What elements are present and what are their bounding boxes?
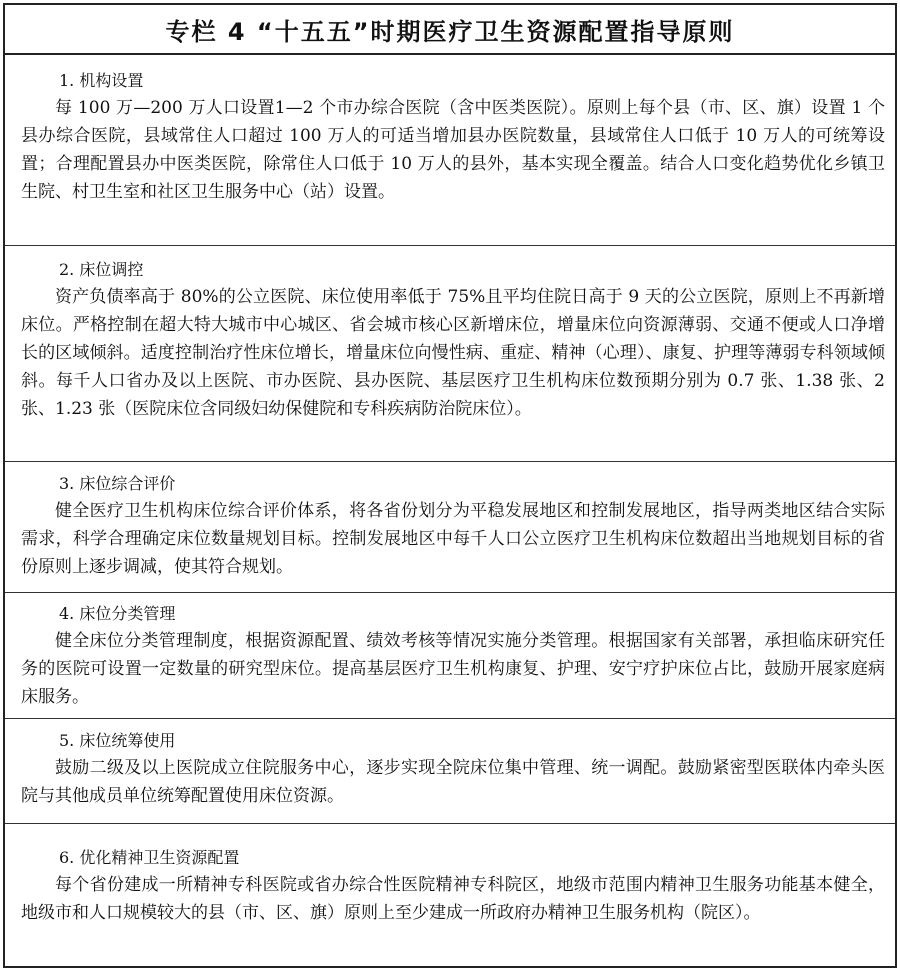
section-bed-coordination <box>5 728 895 824</box>
page-title: 专栏 4 “十五五”时期医疗卫生资源配置指导原则 <box>165 17 735 46</box>
section-bed-classification <box>5 601 895 719</box>
section-heading: 1. 机构设置 <box>59 71 144 90</box>
section-heading: 4. 床位分类管理 <box>59 604 176 623</box>
section-heading: 3. 床位综合评价 <box>59 474 176 493</box>
section-body: 健全床位分类管理制度，根据资源配置、绩效考核等情况实施分类管理。根据国家有关部署，承担临床研究任务的医院可设置一定数量的研究型床位。提高基层医疗卫生机构康复、护理、安宁疗护床位占比，鼓励开展家庭病床服务。 <box>21 631 885 707</box>
section-mental-health <box>5 845 895 965</box>
section-body: 鼓励二级及以上医院成立住院服务中心，逐步实现全院床位集中管理、统一调配。鼓励紧密型医联体内牵头医院与其他成员单位统筹配置使用床位资源。 <box>21 758 885 806</box>
section-body: 每 100 万—200 万人口设置1—2 个市办综合医院（含中医类医院）。原则上每个县（市、区、旗）设置 1 个县办综合医院，县域常住人口超过 100 万人的可适当增加县办医院数量，县域常住人口低于 10 万人的可统筹设置；合理配置县办中医类医院，除常住人口低于 10 万人的县外，基本实现全覆盖。结合人口变化趋势优化乡镇卫生院、村卫生室和社区卫生服务中心（站）设置。 <box>21 98 885 202</box>
section-heading: 6. 优化精神卫生资源配置 <box>59 848 240 867</box>
section-bed-regulation <box>5 257 895 462</box>
title-row <box>5 5 895 55</box>
section-heading: 2. 床位调控 <box>59 260 144 279</box>
section-bed-evaluation <box>5 471 895 593</box>
section-body: 资产负债率高于 80%的公立医院、床位使用率低于 75%且平均住院日高于 9 天的公立医院，原则上不再新增床位。严格控制在超大特大城市中心城区、省会城市核心区新增床位，增量床位向资源薄弱、交通不便或人口净增长的区域倾斜。适度控制治疗性床位增长，增量床位向慢性病、重症、精神（心理）、康复、护理等薄弱专科领域倾斜。每千人口省办及以上医院、市办医院、县办医院、基层医疗卫生机构床位数预期分别为 0.7 张、1.38 张、2 张、1.23 张（医院床位含同级妇幼保健院和专科疾病防治院床位）。 <box>21 287 885 419</box>
section-institution-setup <box>5 68 895 246</box>
section-body: 每个省份建成一所精神专科医院或省办综合性医院精神专科院区，地级市范围内精神卫生服务功能基本健全，地级市和人口规模较大的县（市、区、旗）原则上至少建成一所政府办精神卫生服务机构（院区）。 <box>21 875 885 923</box>
column-box <box>3 3 897 968</box>
section-body: 健全医疗卫生机构床位综合评价体系，将各省份划分为平稳发展地区和控制发展地区，指导两类地区结合实际需求，科学合理确定床位数量规划目标。控制发展地区中每千人口公立医疗卫生机构床位数超出当地规划目标的省份原则上逐步调减，使其符合规划。 <box>21 501 885 577</box>
section-heading: 5. 床位统筹使用 <box>59 731 176 750</box>
